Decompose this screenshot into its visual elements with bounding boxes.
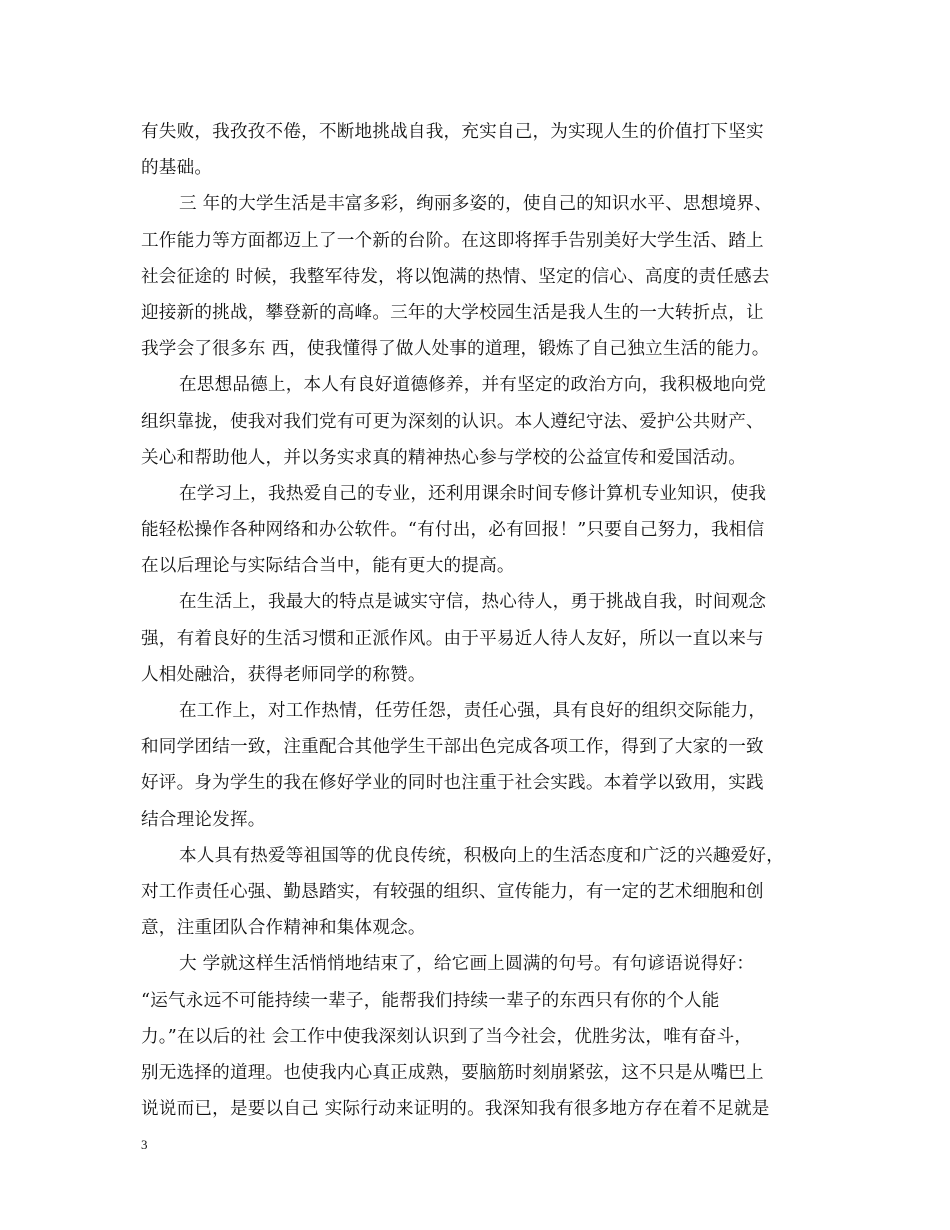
paragraph-first-line: 在思想品德上，本人有良好道德修养，并有坚定的政治方向，我积极地向党 (179, 375, 767, 396)
text-line: “运气永远不可能持续一辈子，能帮我们持续一辈子的东西只有你的个人能 (141, 990, 720, 1011)
text-line: 迎接新的挑战，攀登新的高峰。三年的大学校园生活是我人生的一大转折点，让 (141, 302, 764, 323)
paragraph-first-line: 在生活上，我最大的特点是诚实守信，热心待人，勇于挑战自我，时间观念 (179, 592, 767, 613)
text-line: 我学会了很多东 西，使我懂得了做人处事的道理，锻炼了自己独立生活的能力。 (141, 339, 770, 360)
text-line: 结合理论发挥。 (141, 809, 266, 830)
text-line: 意，注重团队合作精神和集体观念。 (141, 918, 426, 939)
text-line: 组织靠拢，使我对我们党有可更为深刻的认识。本人遵纪守法、爱护公共财产、 (141, 411, 764, 432)
text-line: 人相处融洽，获得老师同学的称赞。 (141, 664, 426, 685)
text-line: 在以后理论与实际结合当中，能有更大的提高。 (141, 556, 515, 577)
paragraph-first-line: 本人具有热爱等祖国等的优良传统，积极向上的生活态度和广泛的兴趣爱好， (179, 845, 784, 866)
document-body (141, 114, 821, 1127)
text-line: 社会征途的 时候，我整军待发，将以饱满的热情、坚定的信心、高度的责任感去 (141, 266, 770, 287)
text-line: 说说而已，是要以自己 实际行动来证明的。我深知我有很多地方存在着不足就是 (141, 1099, 770, 1120)
paragraph-first-line: 三 年的大学生活是丰富多彩，绚丽多姿的，使自己的知识水平、思想境界、 (179, 194, 772, 215)
text-line: 和同学团结一致，注重配合其他学生干部出色完成各项工作，得到了大家的一致 (141, 737, 764, 758)
page-number: 3 (141, 1137, 148, 1152)
text-line: 强，有着良好的生活习惯和正派作风。由于平易近人待人友好，所以一直以来与 (141, 628, 764, 649)
text-line: 力。”在以后的社 会工作中使我深刻认识到了当今社会，优胜劣汰，唯有奋斗， (141, 1026, 753, 1047)
paragraph-first-line: 在工作上，对工作热情，任劳任怨，责任心强，具有良好的组织交际能力， (179, 701, 767, 721)
text-line: 对工作责任心强、勤恳踏实，有较强的组织、宣传能力，有一定的艺术细胞和创 (141, 881, 764, 902)
text-line: 有失败，我孜孜不倦，不断地挑战自我，充实自己，为实现人生的价值打下坚实 (141, 122, 764, 142)
text-line: 工作能力等方面都迈上了一个新的台阶。在这即将挥手告别美好大学生活、踏上 (141, 230, 764, 251)
text-line: 的基础。 (141, 158, 213, 179)
paragraph-first-line: 大 学就这样生活悄悄地结束了，给它画上圆满的句号。有句谚语说得好： (179, 954, 755, 975)
paragraph-first-line: 在学习上，我热爱自己的专业，还利用课余时间专修计算机专业知识，使我 (179, 483, 767, 504)
text-line: 关心和帮助他人，并以务实求真的精神热心参与学校的公益宣传和爱国活动。 (141, 447, 746, 468)
text-line: 能轻松操作各种网络和办公软件。“有付出，必有回报！”只要自己努力，我相信 (141, 520, 765, 541)
text-line: 别无选择的道理。也使我内心真正成熟，要脑筋时刻崩紧弦，这不只是从嘴巴上 (141, 1062, 764, 1083)
text-line: 好评。身为学生的我在修好学业的同时也注重于社会实践。本着学以致用，实践 (141, 773, 764, 794)
